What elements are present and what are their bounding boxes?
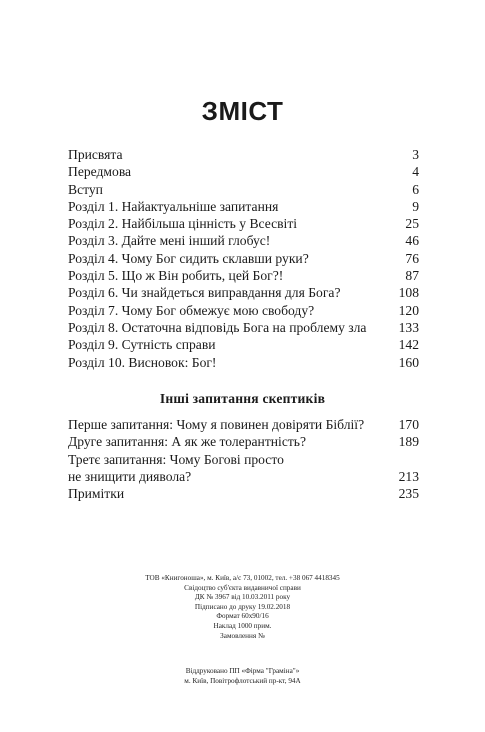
toc-entry-page: 142 xyxy=(398,337,419,353)
imprint-line: Віддруковано ПП «Фірма "Граміна"» xyxy=(185,667,300,675)
toc-entry-page: 108 xyxy=(398,285,419,301)
toc-entry-page: 87 xyxy=(405,268,419,284)
toc-entry[interactable] xyxy=(68,181,419,198)
toc-entry-page: 120 xyxy=(398,302,419,318)
toc-entry-page: 189 xyxy=(398,434,419,450)
toc-entry-page: 235 xyxy=(398,486,419,502)
imprint-line: ДК № 3967 від 10.03.2011 року xyxy=(194,593,291,602)
toc-entry[interactable] xyxy=(68,215,419,232)
toc-entry-label: Розділ 3. Дайте мені інший глобус! xyxy=(68,233,271,249)
publisher-imprint xyxy=(0,574,485,641)
toc-entry-label: Розділ 4. Чому Бог сидить склавши руки? xyxy=(68,250,309,266)
toc-entry[interactable] xyxy=(68,302,419,319)
toc-entry-label: Розділ 5. Що ж Він робить, цей Бог?! xyxy=(68,268,284,284)
imprint-line: Наклад 1000 прим. xyxy=(213,621,272,630)
toc-entry-label: Перше запитання: Чому я повинен довіряти Біблії? xyxy=(68,417,365,432)
toc-entry-page: 133 xyxy=(398,319,419,335)
imprint-line: Замовлення № xyxy=(220,631,265,640)
toc-entry-label-line: Третє запитання: Чому Богові просто xyxy=(68,451,284,467)
toc-entry[interactable] xyxy=(68,163,419,180)
toc-entry-label: Розділ 6. Чи знайдеться виправдання для Бога? xyxy=(68,285,341,301)
toc-entry-page: 6 xyxy=(412,181,419,197)
toc-entry-label xyxy=(68,451,393,486)
toc-entry[interactable] xyxy=(68,146,419,163)
page-title: ЗМІСТ xyxy=(201,96,284,126)
toc-entry[interactable] xyxy=(68,267,419,284)
toc-entry[interactable] xyxy=(68,198,419,215)
imprint-line: Підписано до друку 19.02.2018 xyxy=(194,602,291,611)
imprint-line: ТОВ «Книгоноша», м. Київ, а/с 73, 01002, тел. +38 067 4418345 xyxy=(145,574,340,582)
toc-entry[interactable] xyxy=(68,354,419,371)
toc-entry[interactable] xyxy=(68,451,419,486)
toc-entry[interactable] xyxy=(68,433,419,450)
toc-entry-page: 170 xyxy=(398,417,419,432)
toc-entry[interactable] xyxy=(68,232,419,249)
table-of-contents xyxy=(68,146,419,371)
toc-entry-label: Розділ 7. Чому Бог обмежує мою свободу? xyxy=(68,302,315,318)
toc-entry-label: Примітки xyxy=(68,486,125,502)
printer-imprint xyxy=(0,667,485,686)
imprint-line: м. Київ, Повітрофлотський пр-кт, 94А xyxy=(184,676,301,685)
toc-entry-page: 25 xyxy=(405,216,419,232)
toc-entry-page: 46 xyxy=(405,233,419,249)
toc-entry[interactable] xyxy=(68,284,419,301)
toc-entry-label: Присвята xyxy=(68,147,123,162)
toc-entry-label: Розділ 1. Найактуальніше запитання xyxy=(68,198,279,214)
skeptics-section-heading: Інші запитання скептиків xyxy=(159,391,326,406)
toc-entry[interactable] xyxy=(68,336,419,353)
toc-entry-page: 4 xyxy=(412,164,419,180)
toc-entry-page: 213 xyxy=(398,468,419,484)
toc-entry-label: Розділ 10. Висновок: Бог! xyxy=(68,354,217,370)
toc-entry-page: 160 xyxy=(398,354,419,370)
toc-entry-page: 9 xyxy=(412,198,419,214)
toc-entry-label: Друге запитання: А як же толерантність? xyxy=(68,434,307,450)
toc-entry-page: 76 xyxy=(405,250,419,266)
toc-entry[interactable] xyxy=(68,485,419,502)
toc-entry-label: Розділ 2. Найбільша цінність у Всесвіті xyxy=(68,216,298,232)
toc-entry[interactable] xyxy=(68,416,419,433)
toc-entry[interactable] xyxy=(68,319,419,336)
toc-entry-page: 3 xyxy=(412,147,419,162)
toc-entry-label-line: не знищити диявола? xyxy=(68,468,192,484)
skeptics-questions-list xyxy=(68,416,419,502)
imprint-line: Формат 60х90/16 xyxy=(216,612,269,621)
toc-entry-label: Розділ 8. Остаточна відповідь Бога на проблему зла xyxy=(68,319,367,335)
toc-entry[interactable] xyxy=(68,250,419,267)
toc-entry-label: Вступ xyxy=(68,181,103,197)
toc-entry-label: Передмова xyxy=(68,164,132,180)
imprint-line: Свідоцтво суб'єкта видавничої справи xyxy=(184,583,301,592)
toc-entry-label: Розділ 9. Сутність справи xyxy=(68,337,216,353)
